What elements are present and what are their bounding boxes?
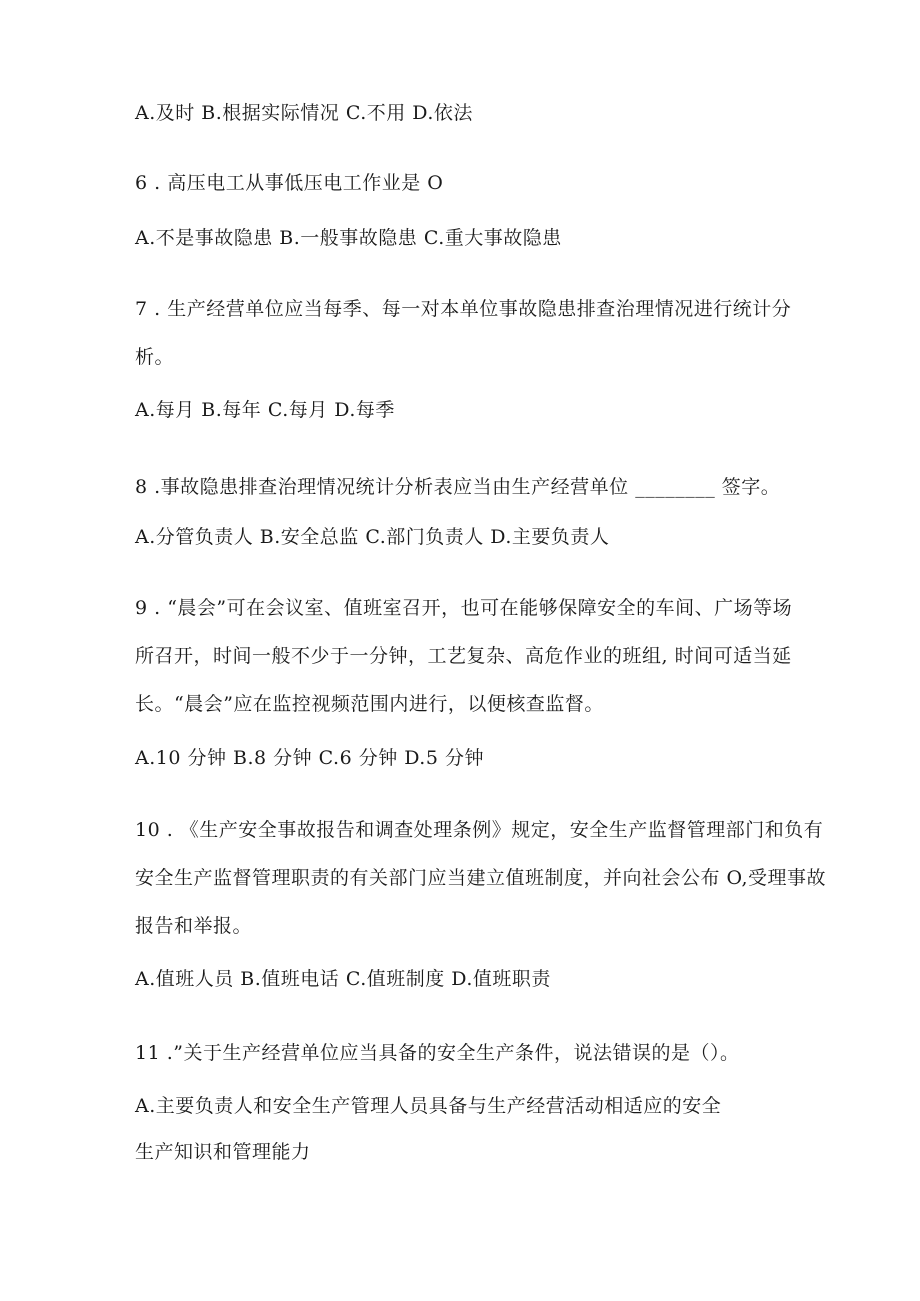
q9-question-line-1: 9 . “晨会”可在会议室、值班室召开，也可在能够保障安全的车间、广场等场 [135, 597, 793, 619]
q11-option-a-line-2: 生产知识和管理能力 [135, 1141, 311, 1163]
q7-question-line-2: 析。 [135, 346, 175, 368]
q6-question: 6 . 高压电工从事低压电工作业是 O [135, 172, 444, 194]
q10-question-line-2: 安全生产监督管理职责的有关部门应当建立值班制度，并向社会公布 O,受理事故 [135, 867, 827, 889]
q7-question-line-1: 7 . 生产经营单位应当每季、每一对本单位事故隐患排查治理情况进行统计分 [135, 298, 792, 320]
q8-options: A.分管负责人 B.安全总监 C.部门负责人 D.主要负责人 [135, 526, 610, 548]
q10-options: A.值班人员 B.值班电话 C.值班制度 D.值班职责 [135, 968, 551, 990]
q10-question-line-3: 报告和举报。 [135, 915, 253, 937]
q10-question-line-1: 10 . 《生产安全事故报告和调查处理条例》规定，安全生产监督管理部门和负有 [135, 819, 824, 841]
q11-question: 11 .”关于生产经营单位应当具备的安全生产条件，说法错误的是（）。 [135, 1042, 740, 1064]
q9-question-line-3: 长。“晨会”应在监控视频范围内进行，以便核查监督。 [135, 693, 604, 715]
q11-option-a-line-1: A.主要负责人和安全生产管理人员具备与生产经营活动相适应的安全 [135, 1095, 722, 1117]
q8-question: 8 .事故隐患排查治理情况统计分析表应当由生产经营单位 ________ 签字。 [135, 476, 781, 498]
q5-options: A.及时 B.根据实际情况 C.不用 D.依法 [135, 102, 473, 124]
q6-options: A.不是事故隐患 B.一般事故隐患 C.重大事故隐患 [135, 227, 562, 249]
q7-options: A.每月 B.每年 C.每月 D.每季 [135, 399, 395, 421]
q9-options: A.10 分钟 B.8 分钟 C.6 分钟 D.5 分钟 [135, 747, 484, 769]
q9-question-line-2: 所召开，时间一般不少于一分钟，工艺复杂、高危作业的班组, 时间可适当延 [135, 645, 792, 667]
